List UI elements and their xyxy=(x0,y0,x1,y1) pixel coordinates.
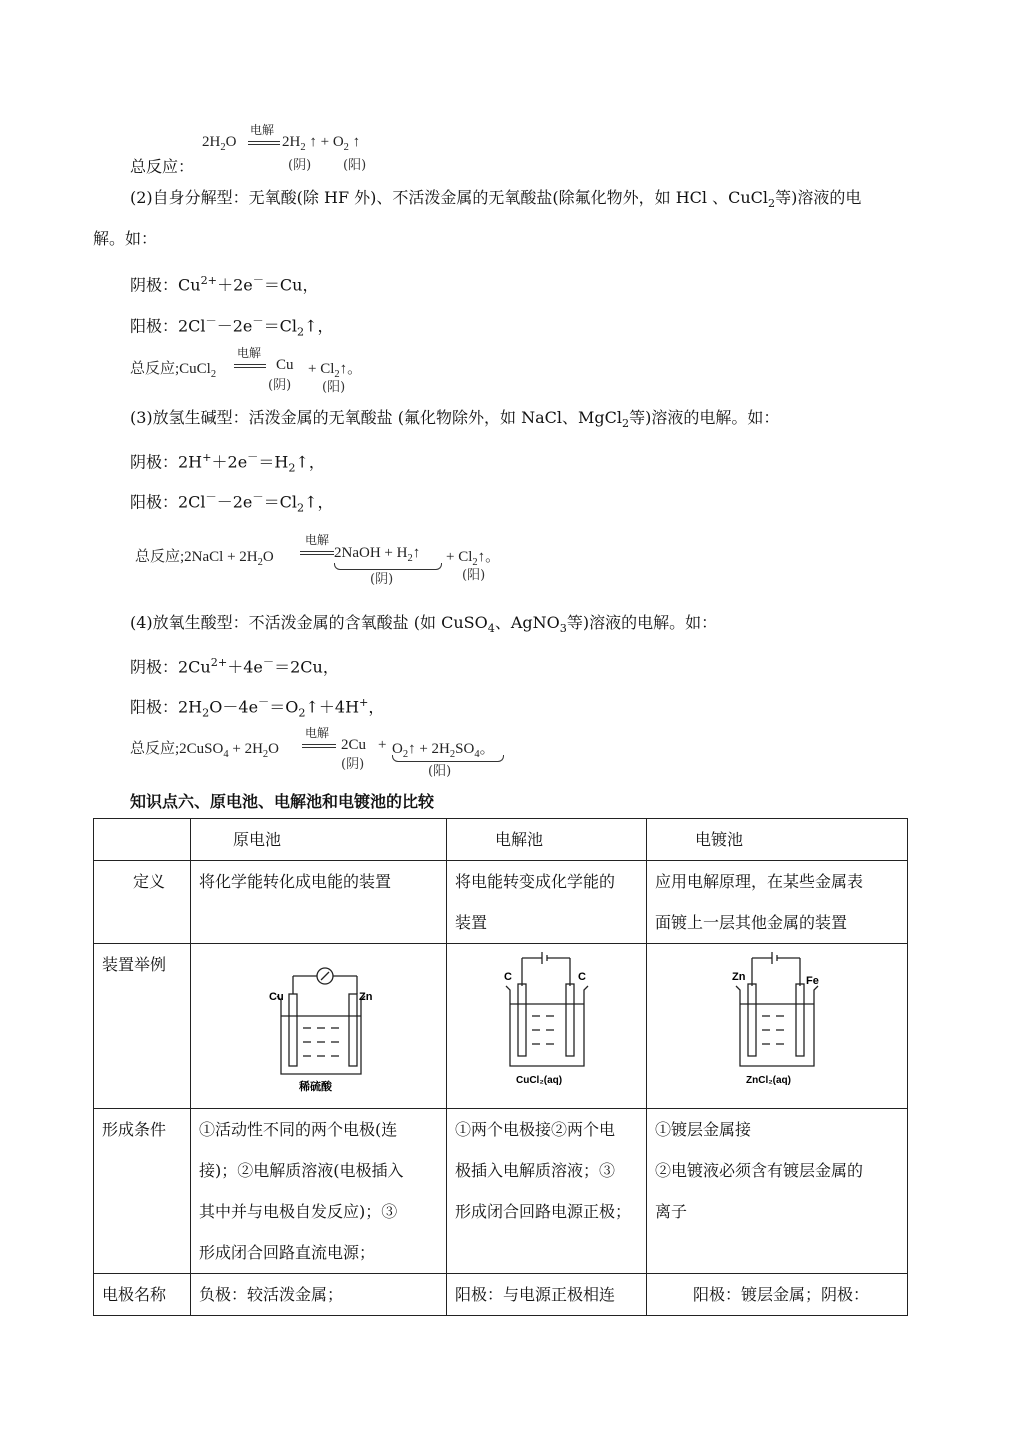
cell-def-plating: 应用电解原理，在某些金属表 面镀上一层其他金属的装置 xyxy=(647,861,908,944)
galvanic-cell-diagram xyxy=(259,946,379,1096)
table-row-definition xyxy=(94,861,908,944)
section-heading: 知识点六、原电池、电解池和电镀池的比较 xyxy=(130,792,435,811)
electrode-label-left: Zn xyxy=(732,971,746,983)
cell-def-electrolytic: 将电能转变成化学能的 装置 xyxy=(447,861,647,944)
cell-elec-galvanic: 负极：较活泼金属； xyxy=(191,1274,447,1316)
cell-device-galvanic xyxy=(191,944,447,1109)
cell-cond-electrolytic: ①两个电极接②两个电 极插入电解质溶液；③ 形成闭合回路电源正极； xyxy=(447,1109,647,1274)
electrode-label-right: Fe xyxy=(806,975,819,987)
table-header-electrolytic: 电解池 xyxy=(447,819,647,861)
plating-cell-diagram xyxy=(722,946,832,1096)
sec3-anode: 阳极：$2Cl^--2e^-=Cl_2↑$， xyxy=(130,491,334,515)
solution-caption: ZnCl₂(aq) xyxy=(746,1075,791,1086)
cell-elec-electrolytic: 阳极：与电源正极相连 xyxy=(447,1274,647,1316)
row-label-electrodes: 电极名称 xyxy=(94,1274,191,1316)
table-header-plating: 电镀池 xyxy=(647,819,908,861)
table-row-conditions xyxy=(94,1109,908,1274)
solution-caption: 稀硫酸 xyxy=(298,1080,332,1093)
sec2-text-cont: 解。如： xyxy=(93,229,158,248)
table-header-empty xyxy=(94,819,191,861)
row-label-definition: 定义 xyxy=(94,861,191,944)
row-label-device: 装置举例 xyxy=(94,944,191,1109)
comparison-table xyxy=(93,818,908,1316)
cell-elec-plating: 阳极：镀层金属；阴极： xyxy=(647,1274,908,1316)
electrode-label-right: Zn xyxy=(358,991,372,1003)
cell-def-galvanic: 将化学能转化成电能的装置 xyxy=(191,861,447,944)
electrolytic-cell-diagram xyxy=(492,946,602,1096)
table-header-galvanic: 原电池 xyxy=(191,819,447,861)
table-row-electrodes xyxy=(94,1274,908,1316)
solution-caption: CuCl₂(aq) xyxy=(515,1075,562,1086)
sec3-text: (3)放氢生碱型：活泼金属的无氧酸盐 (氟化物除外，如 NaCl、MgCl$_2$等)溶液的电解。如： xyxy=(130,408,780,431)
table-header-row xyxy=(94,819,908,861)
sec4-text: (4)放氧生酸型：不活泼金属的含氧酸盐 (如 CuSO$_4$、AgNO$_3$等)溶液的电解。如： xyxy=(130,613,718,636)
sec4-cathode: 阴极：$2Cu^{2+}+4e^-=2Cu$， xyxy=(130,656,339,677)
row-label-conditions: 形成条件 xyxy=(94,1109,191,1274)
sec3-cathode: 阴极：$2H^++2e^-=H_2↑$， xyxy=(130,451,325,475)
sec4-anode: 阳极：$2H_2O-4e^-=O_2↑+4H^+$， xyxy=(130,696,385,720)
cell-cond-plating: ①镀层金属接 ②电镀液必须含有镀层金属的 离子 xyxy=(647,1109,908,1274)
cell-cond-galvanic: ①活动性不同的两个电极(连 接)；②电解质溶液(电极插入 其中并与电极自发反应)；③ 形成闭合回路直流电源； xyxy=(191,1109,447,1274)
sec2-cathode: 阴极：$Cu^{2+}+2e^-=Cu$， xyxy=(130,274,319,295)
cell-device-plating xyxy=(647,944,908,1109)
sec2-anode: 阳极：$2Cl^--2e^-=Cl_2↑$， xyxy=(130,315,334,339)
cell-device-electrolytic xyxy=(447,944,647,1109)
table-row-device xyxy=(94,944,908,1109)
electrode-label-left: Cu xyxy=(268,991,284,1003)
sec2-text: (2)自身分解型：无氧酸(除 HF 外)、不活泼金属的无氧酸盐(除氟化物外，如 HCl 、CuCl$_2$等)溶液的电 xyxy=(130,188,862,211)
electrode-label-left: C xyxy=(503,971,512,983)
electrode-label-right: C xyxy=(577,971,586,983)
